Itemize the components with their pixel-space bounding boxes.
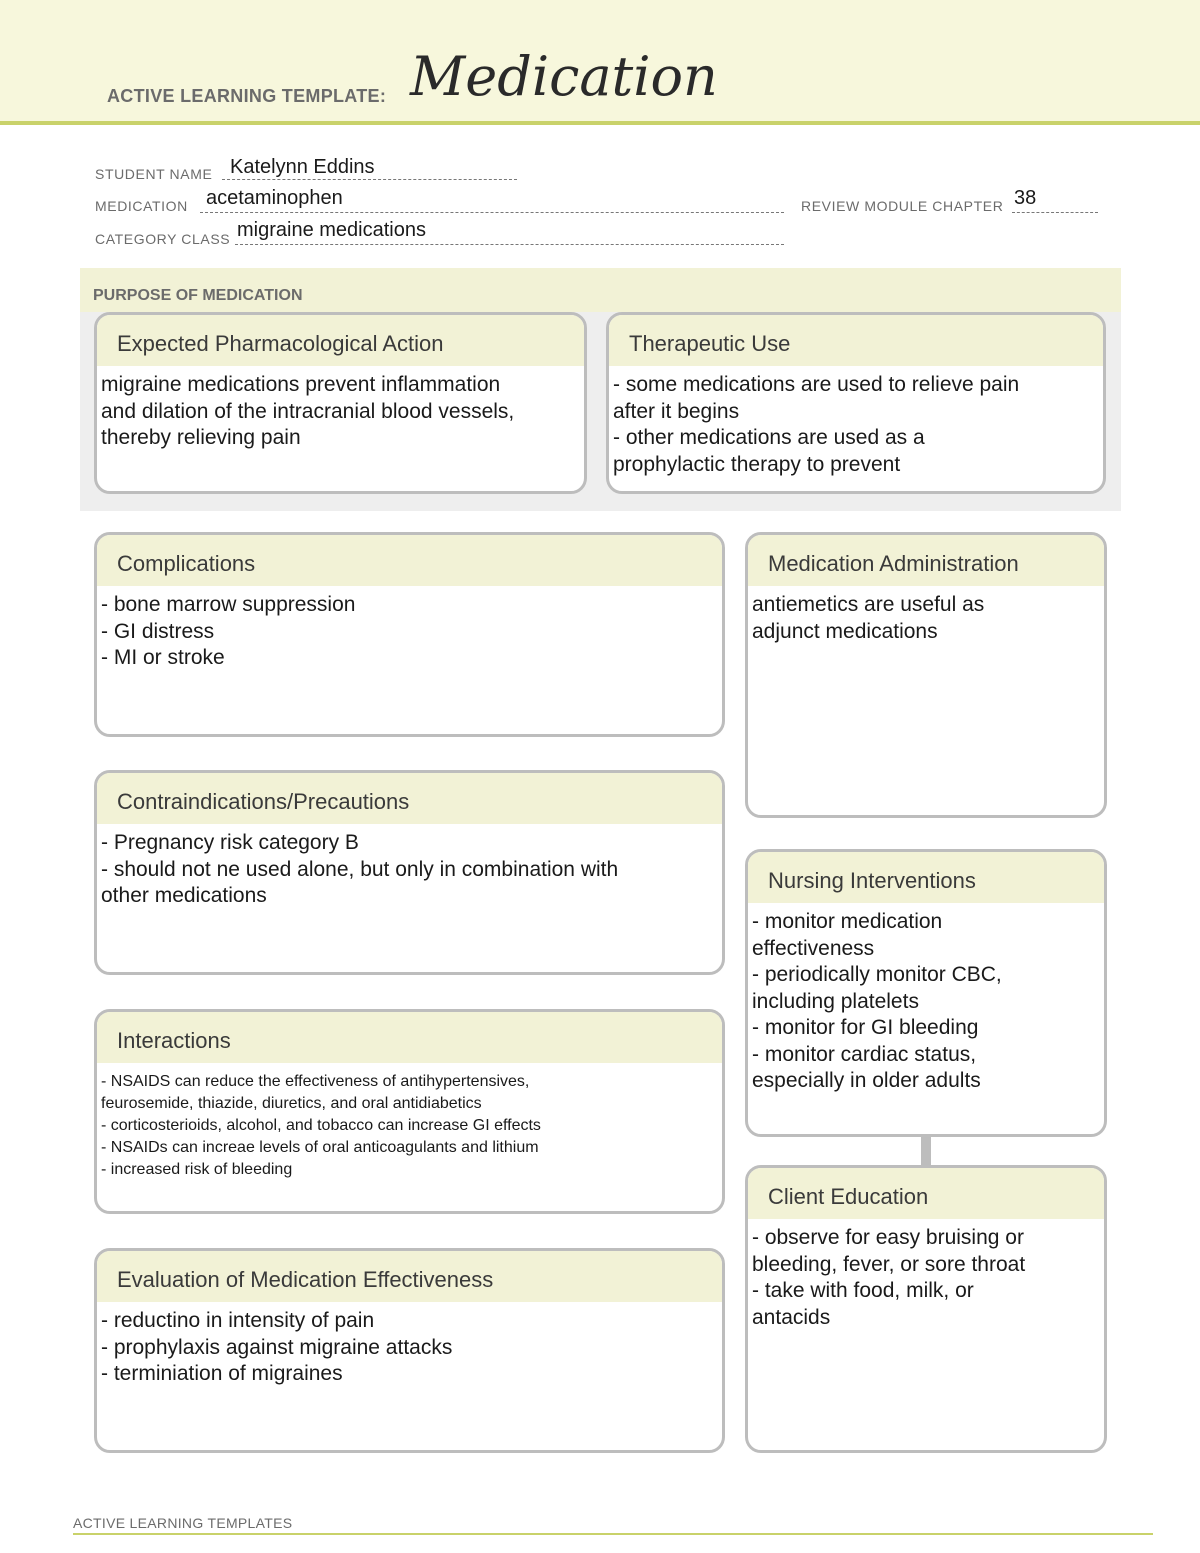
purpose-label: PURPOSE OF MEDICATION [93,287,303,304]
category-class-line [235,244,784,245]
administration-title: Medication Administration [748,535,1104,586]
interactions-box [94,1009,725,1214]
interactions-body[interactable] [97,1063,722,1181]
text-line: effectiveness [752,936,875,960]
text-line: especially in older adults [752,1069,981,1092]
review-module-value[interactable]: 38 [1014,187,1037,209]
interactions-title: Interactions [97,1012,722,1063]
student-name-line [222,179,517,180]
therapeutic-use-body[interactable] [609,366,1103,478]
text-line: bleeding, fever, or sore throat [752,1252,1026,1276]
text-line: after it begins [613,399,740,423]
text-line: - monitor cardiac status, [752,1042,977,1066]
text-line: - NSAIDS can reduce the effectiveness of antihypertensives, [101,1073,530,1090]
complications-box [94,532,725,737]
nursing-interventions-box [745,849,1107,1137]
medication-label: MEDICATION [95,198,188,214]
template-label: ACTIVE LEARNING TEMPLATE: [107,86,387,106]
text-line: - prophylaxis against migraine attacks [101,1335,453,1359]
text-line: - monitor medication [752,910,943,933]
administration-box [745,532,1107,818]
therapeutic-use-box [606,312,1106,494]
text-line: - bone marrow suppression [101,593,356,616]
evaluation-title: Evaluation of Medication Effectiveness [97,1251,722,1302]
footer-label: ACTIVE LEARNING TEMPLATES [73,1515,293,1531]
text-line: - some medications are used to relieve pain [613,373,1020,396]
text-line: antiemetics are useful as [752,593,985,616]
complications-title: Complications [97,535,722,586]
footer-divider [73,1533,1153,1535]
text-line: and dilation of the intracranial blood vessels, [101,399,515,423]
evaluation-box [94,1248,725,1453]
text-line: - terminiation of migraines [101,1362,343,1385]
medication-line [200,212,784,213]
client-education-box [745,1165,1107,1453]
box-connector [921,1136,931,1166]
administration-body[interactable] [748,586,1104,645]
text-line: thereby relieving pain [101,426,301,449]
complications-body[interactable] [97,586,722,672]
text-line: - observe for easy bruising or [752,1226,1024,1249]
text-line: - monitor for GI bleeding [752,1016,979,1039]
therapeutic-use-title: Therapeutic Use [609,315,1103,366]
text-line: - Pregnancy risk category B [101,831,359,854]
text-line: adjunct medications [752,619,938,643]
expected-action-title: Expected Pharmacological Action [97,315,584,366]
expected-action-body[interactable] [97,366,584,452]
text-line: - GI distress [101,619,215,643]
contraindications-body[interactable] [97,824,722,910]
text-line: - other medications are used as a [613,426,925,449]
student-name-label: STUDENT NAME [95,166,213,182]
text-line: including platelets [752,989,919,1013]
evaluation-body[interactable] [97,1302,722,1388]
contraindications-box [94,770,725,975]
text-line: - corticosterioids, alcohol, and tobacco can increase GI effects [101,1117,541,1134]
text-line: feurosemide, thiazide, diuretics, and oral antidiabetics [101,1095,482,1112]
client-education-title: Client Education [748,1168,1104,1219]
text-line: - increased risk of bleeding [101,1161,293,1178]
medication-value[interactable]: acetaminophen [206,187,343,209]
category-class-value[interactable]: migraine medications [237,219,426,241]
client-education-body[interactable] [748,1219,1104,1331]
nursing-interventions-body[interactable] [748,903,1104,1095]
template-title: Medication [410,45,718,108]
text-line: migraine medications prevent inflammation [101,373,501,396]
text-line: - periodically monitor CBC, [752,963,1002,986]
text-line: - take with food, milk, or [752,1279,974,1302]
text-line: - should not ne used alone, but only in combination with [101,857,619,881]
text-line: - reductino in intensity of pain [101,1309,375,1332]
review-module-label: REVIEW MODULE CHAPTER [801,198,1004,214]
review-module-line [1012,212,1098,213]
contraindications-title: Contraindications/Precautions [97,773,722,824]
header-divider [0,121,1200,125]
nursing-interventions-title: Nursing Interventions [748,852,1104,903]
expected-action-box [94,312,587,494]
text-line: prophylactic therapy to prevent [613,452,901,476]
text-line: - MI or stroke [101,646,225,669]
text-line: other medications [101,884,267,907]
text-line: antacids [752,1305,831,1329]
student-name-value[interactable]: Katelynn Eddins [230,156,375,178]
text-line: - NSAIDs can increae levels of oral anticoagulants and lithium [101,1139,539,1156]
category-class-label: CATEGORY CLASS [95,231,231,247]
